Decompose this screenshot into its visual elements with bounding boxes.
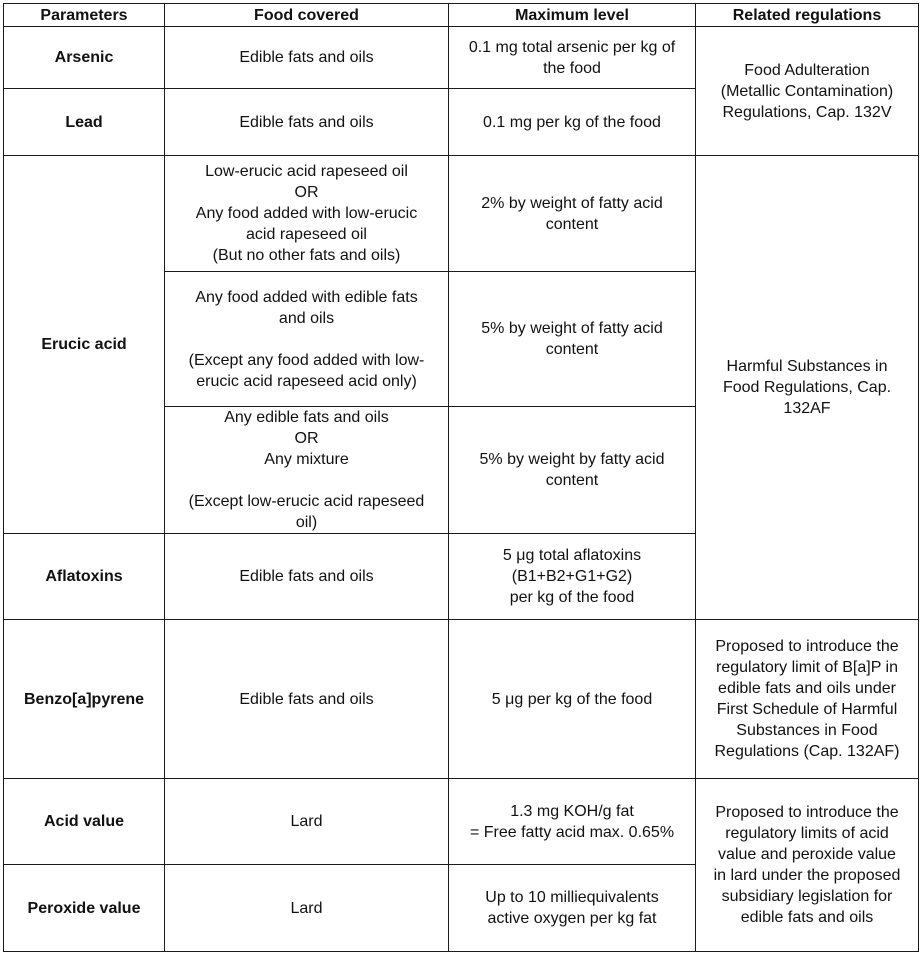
table-row-benzo-a-pyrene [4,620,919,779]
parameter-arsenic: Arsenic [4,27,165,89]
regulations-table [3,3,919,952]
food-erucic-1: Low-erucic acid rapeseed oil OR Any food added with low-erucic acid rapeseed oil (But no other fats and oils) [165,156,449,272]
food-peroxide-value: Lard [165,865,449,952]
food-arsenic: Edible fats and oils [165,27,449,89]
food-aflatoxins: Edible fats and oils [165,534,449,620]
parameter-erucic-acid: Erucic acid [4,156,165,534]
parameter-lead: Lead [4,89,165,156]
level-aflatoxins: 5 μg total aflatoxins (B1+B2+G1+G2) per kg of the food [449,534,696,620]
level-erucic-2: 5% by weight of fatty acid content [449,272,696,407]
level-arsenic: 0.1 mg total arsenic per kg of the food [449,27,696,89]
food-benzo-a-pyrene: Edible fats and oils [165,620,449,779]
header-maximum-level: Maximum level [449,4,696,27]
header-food-covered: Food covered [165,4,449,27]
parameter-aflatoxins: Aflatoxins [4,534,165,620]
table-row-acid-value [4,779,919,865]
food-acid-value: Lard [165,779,449,865]
regulation-lard-proposal: Proposed to introduce the regulatory limits of acid value and peroxide value in lard under the proposed subsidiary legislation for edible fats and oils [696,779,919,952]
food-erucic-2: Any food added with edible fats and oils (Except any food added with low- erucic acid rapeseed acid only) [165,272,449,407]
header-related-regulations: Related regulations [696,4,919,27]
header-row [4,4,919,27]
table-row-erucic-1 [4,156,919,272]
parameter-benzo-a-pyrene: Benzo[a]pyrene [4,620,165,779]
regulation-bap-proposal: Proposed to introduce the regulatory limit of B[a]P in edible fats and oils under First Schedule of Harmful Substances in Food Regulations (Cap. 132AF) [696,620,919,779]
level-erucic-3: 5% by weight by fatty acid content [449,407,696,534]
parameter-peroxide-value: Peroxide value [4,865,165,952]
parameter-acid-value: Acid value [4,779,165,865]
table-row-arsenic [4,27,919,89]
level-acid-value: 1.3 mg KOH/g fat = Free fatty acid max. 0.65% [449,779,696,865]
level-lead: 0.1 mg per kg of the food [449,89,696,156]
food-erucic-3: Any edible fats and oils OR Any mixture (Except low-erucic acid rapeseed oil) [165,407,449,534]
level-peroxide-value: Up to 10 milliequivalents active oxygen per kg fat [449,865,696,952]
level-benzo-a-pyrene: 5 μg per kg of the food [449,620,696,779]
regulation-metallic-contamination: Food Adulteration (Metallic Contamination) Regulations, Cap. 132V [696,27,919,156]
header-parameters: Parameters [4,4,165,27]
level-erucic-1: 2% by weight of fatty acid content [449,156,696,272]
food-lead: Edible fats and oils [165,89,449,156]
regulation-harmful-substances: Harmful Substances in Food Regulations, Cap. 132AF [696,156,919,620]
